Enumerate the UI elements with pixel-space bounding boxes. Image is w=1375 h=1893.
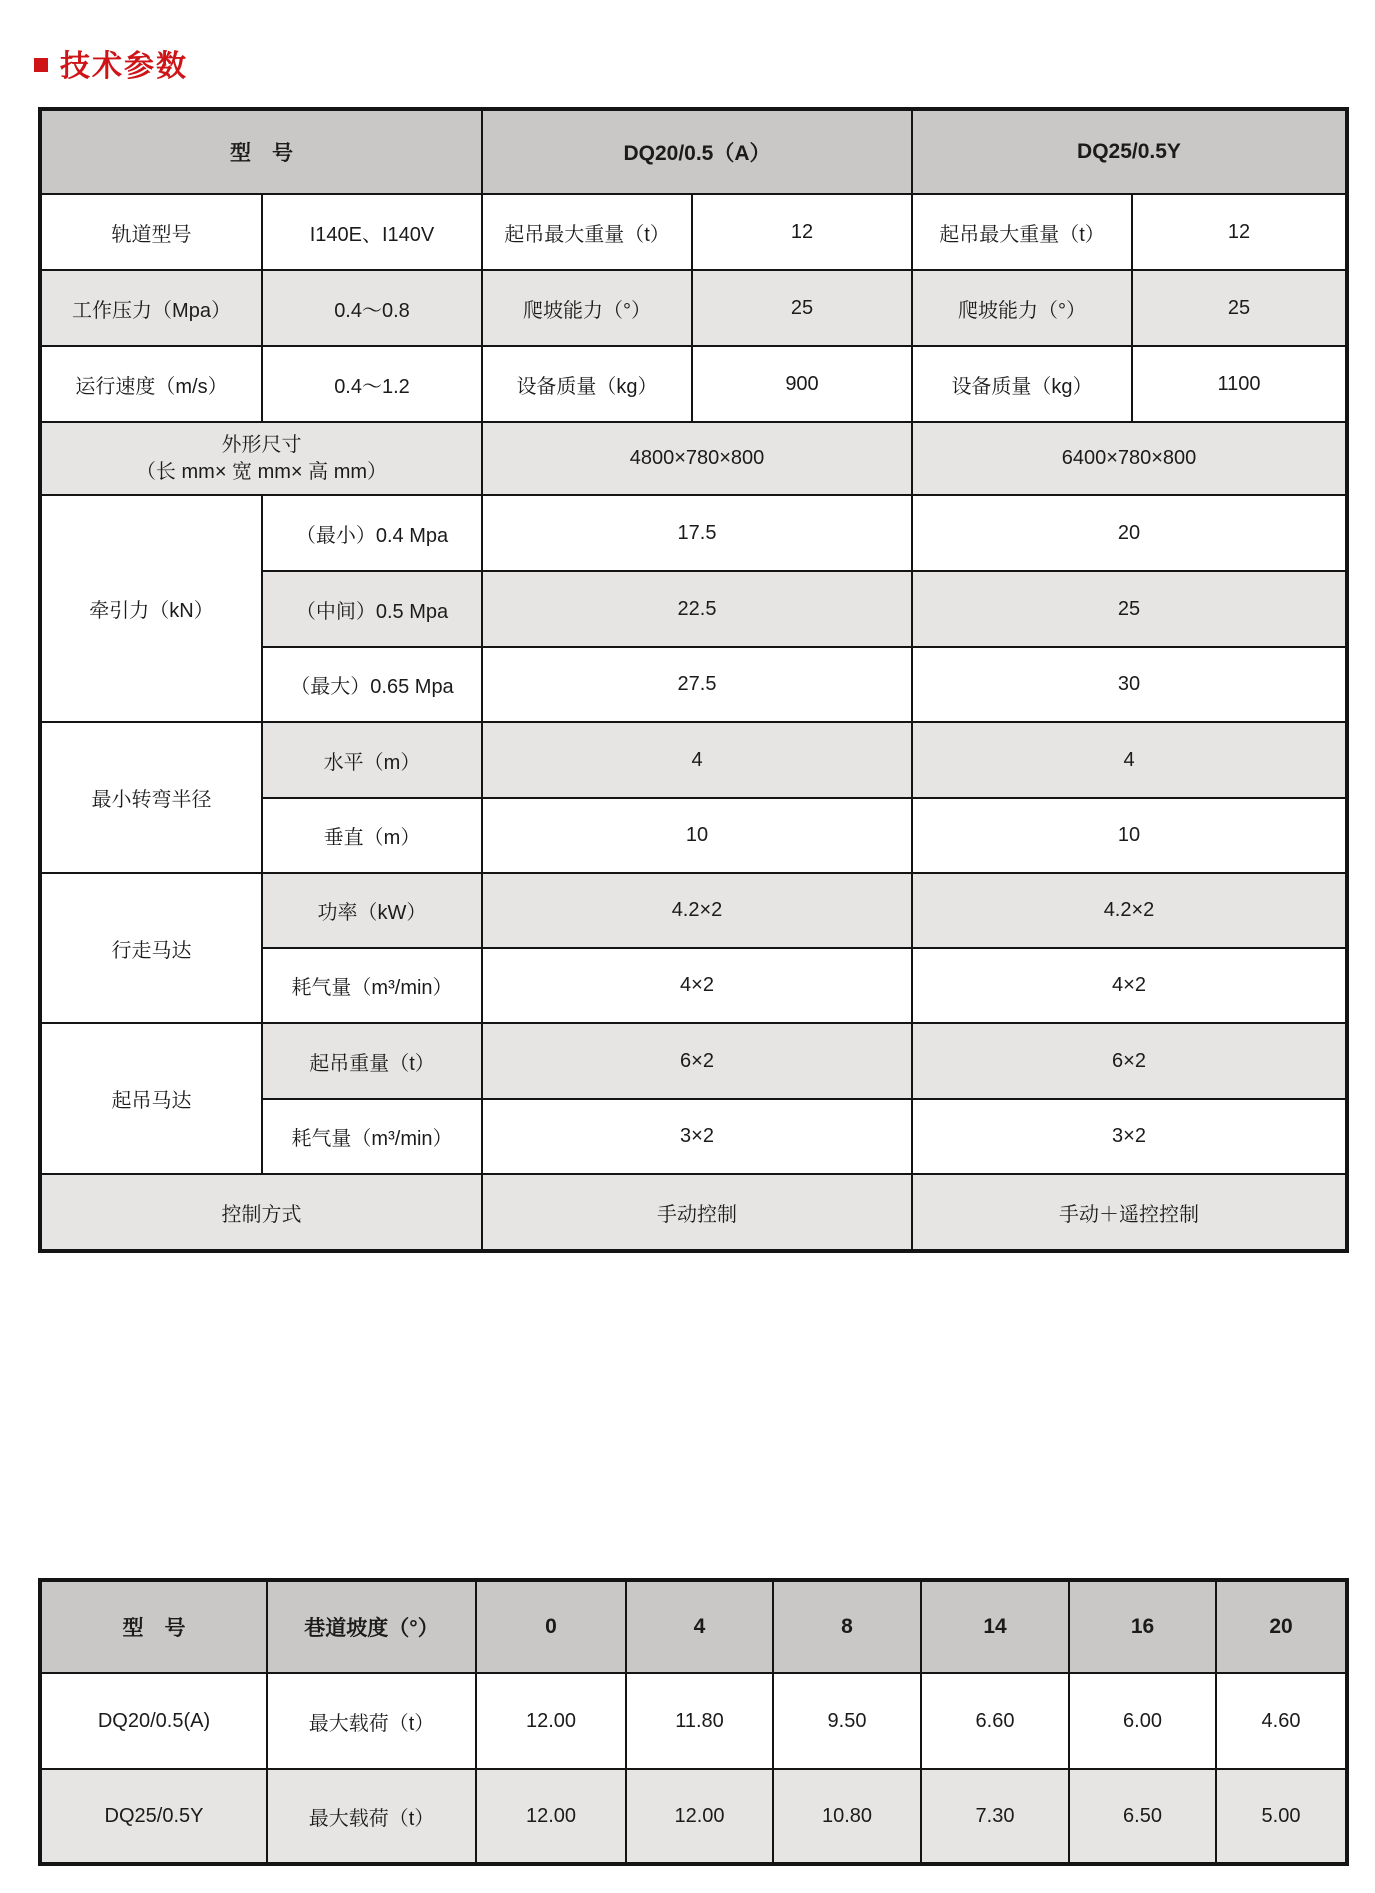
spec-header-row xyxy=(40,109,1347,194)
load-table xyxy=(38,1578,1349,1866)
spec-value: I140E、I140V xyxy=(262,194,482,270)
spec-row-pressure xyxy=(40,270,1347,346)
spec-value: 4×2 xyxy=(482,948,912,1023)
spec-header-model-b: DQ25/0.5Y xyxy=(912,109,1347,194)
spec-value: 3×2 xyxy=(482,1099,912,1174)
spec-sublabel: （最小）0.4 Mpa xyxy=(262,495,482,571)
spec-sublabel: 耗气量（m³/min） xyxy=(262,1099,482,1174)
spec-row-traction-min xyxy=(40,495,1347,571)
spec-param: 起吊最大重量（t） xyxy=(912,194,1132,270)
spec-value: 6×2 xyxy=(912,1023,1347,1099)
spec-sublabel: 起吊重量（t） xyxy=(262,1023,482,1099)
load-param: 最大载荷（t） xyxy=(267,1769,476,1864)
spec-group-label: 牵引力（kN） xyxy=(40,495,262,722)
spec-row-dimensions xyxy=(40,422,1347,495)
spec-sublabel: 耗气量（m³/min） xyxy=(262,948,482,1023)
load-value: 6.60 xyxy=(921,1673,1069,1769)
load-header-angle: 4 xyxy=(626,1580,773,1673)
spec-value: 3×2 xyxy=(912,1099,1347,1174)
spec-value: 22.5 xyxy=(482,571,912,647)
spec-value: 4.2×2 xyxy=(912,873,1347,948)
spec-value: 4×2 xyxy=(912,948,1347,1023)
spec-value: 17.5 xyxy=(482,495,912,571)
spec-param: 起吊最大重量（t） xyxy=(482,194,692,270)
spec-label xyxy=(40,422,482,495)
spec-sublabel: 水平（m） xyxy=(262,722,482,798)
load-value: 4.60 xyxy=(1216,1673,1347,1769)
load-value: 9.50 xyxy=(773,1673,921,1769)
load-model: DQ25/0.5Y xyxy=(40,1769,267,1864)
load-model: DQ20/0.5(A) xyxy=(40,1673,267,1769)
spec-value: 0.4～1.2 xyxy=(262,346,482,422)
spec-sublabel: 功率（kW） xyxy=(262,873,482,948)
spec-value: 10 xyxy=(912,798,1347,873)
load-value: 11.80 xyxy=(626,1673,773,1769)
spec-row-radius-horizontal xyxy=(40,722,1347,798)
load-value: 5.00 xyxy=(1216,1769,1347,1864)
spec-value: 6×2 xyxy=(482,1023,912,1099)
load-header-slope: 巷道坡度（°） xyxy=(267,1580,476,1673)
spec-sublabel: （中间）0.5 Mpa xyxy=(262,571,482,647)
spec-param: 爬坡能力（°） xyxy=(912,270,1132,346)
spec-value: 4 xyxy=(912,722,1347,798)
spec-value: 25 xyxy=(1132,270,1347,346)
spec-table xyxy=(38,107,1349,1253)
spec-label: 控制方式 xyxy=(40,1174,482,1251)
section-title xyxy=(34,44,1345,82)
spec-param: 设备质量（kg） xyxy=(912,346,1132,422)
spec-sublabel: 垂直（m） xyxy=(262,798,482,873)
spec-value: 12 xyxy=(692,194,912,270)
spec-row-control xyxy=(40,1174,1347,1251)
load-header-model: 型 号 xyxy=(40,1580,267,1673)
load-value: 7.30 xyxy=(921,1769,1069,1864)
load-value: 12.00 xyxy=(476,1769,626,1864)
spec-value: 12 xyxy=(1132,194,1347,270)
spec-value: 27.5 xyxy=(482,647,912,722)
spec-value: 4 xyxy=(482,722,912,798)
load-value: 6.50 xyxy=(1069,1769,1216,1864)
spec-param: 爬坡能力（°） xyxy=(482,270,692,346)
spec-value: 6400×780×800 xyxy=(912,422,1347,495)
spec-row-speed xyxy=(40,346,1347,422)
red-square-bullet-icon xyxy=(34,58,48,72)
spec-value: 20 xyxy=(912,495,1347,571)
spec-value: 1100 xyxy=(1132,346,1347,422)
dims-line1: 外形尺寸 xyxy=(221,433,302,456)
spec-label: 运行速度（m/s） xyxy=(40,346,262,422)
dims-line2: （长 mm× 宽 mm× 高 mm） xyxy=(135,460,388,483)
load-value: 6.00 xyxy=(1069,1673,1216,1769)
section-title-text: 技术参数 xyxy=(60,50,188,83)
load-header-angle: 0 xyxy=(476,1580,626,1673)
load-value: 12.00 xyxy=(626,1769,773,1864)
spec-value: 30 xyxy=(912,647,1347,722)
spec-value: 手动＋遥控控制 xyxy=(912,1174,1347,1251)
spec-param: 设备质量（kg） xyxy=(482,346,692,422)
spec-row-hoist-weight xyxy=(40,1023,1347,1099)
spec-value: 0.4～0.8 xyxy=(262,270,482,346)
load-row-dq25 xyxy=(40,1769,1347,1864)
spec-group-label: 行走马达 xyxy=(40,873,262,1023)
load-value: 10.80 xyxy=(773,1769,921,1864)
load-header-row xyxy=(40,1580,1347,1673)
spec-header-model-a: DQ20/0.5（A） xyxy=(482,109,912,194)
load-value: 12.00 xyxy=(476,1673,626,1769)
load-row-dq20 xyxy=(40,1673,1347,1769)
spec-value: 900 xyxy=(692,346,912,422)
spec-row-track xyxy=(40,194,1347,270)
spec-row-travel-power xyxy=(40,873,1347,948)
load-header-angle: 8 xyxy=(773,1580,921,1673)
spec-label: 工作压力（Mpa） xyxy=(40,270,262,346)
spec-sublabel: （最大）0.65 Mpa xyxy=(262,647,482,722)
spec-value: 4.2×2 xyxy=(482,873,912,948)
spec-value: 手动控制 xyxy=(482,1174,912,1251)
spec-value: 10 xyxy=(482,798,912,873)
spec-value: 25 xyxy=(912,571,1347,647)
load-header-angle: 20 xyxy=(1216,1580,1347,1673)
spec-value: 25 xyxy=(692,270,912,346)
spec-label: 轨道型号 xyxy=(40,194,262,270)
spec-group-label: 最小转弯半径 xyxy=(40,722,262,873)
spec-group-label: 起吊马达 xyxy=(40,1023,262,1174)
spec-value: 4800×780×800 xyxy=(482,422,912,495)
load-header-angle: 14 xyxy=(921,1580,1069,1673)
load-param: 最大载荷（t） xyxy=(267,1673,476,1769)
load-header-angle: 16 xyxy=(1069,1580,1216,1673)
spec-header-model: 型 号 xyxy=(40,109,482,194)
